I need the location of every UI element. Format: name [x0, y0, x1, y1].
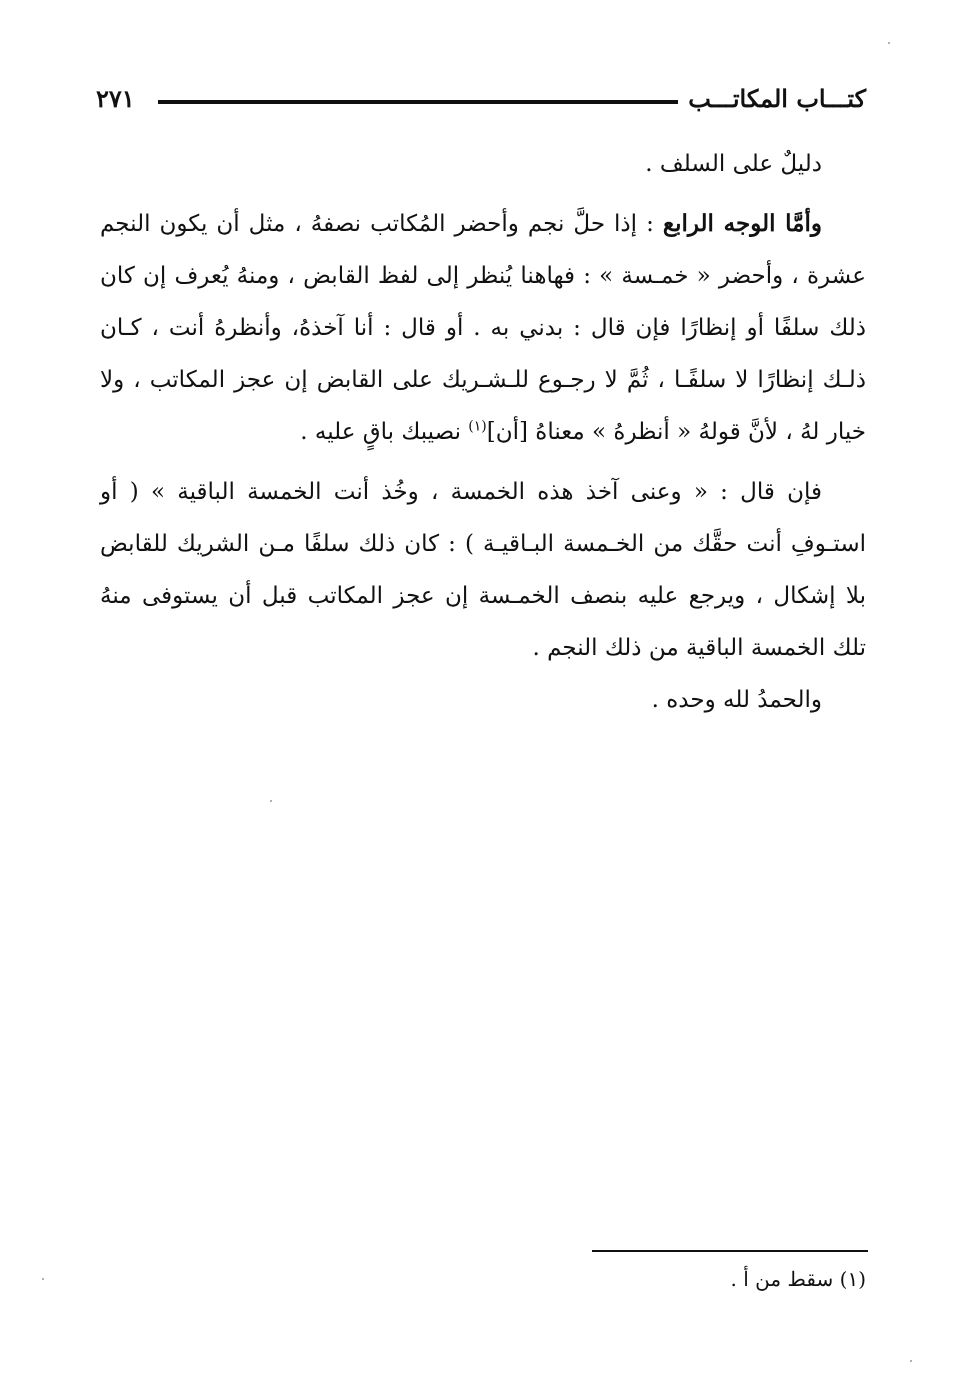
paragraph-2-lead: وأمَّا الوجه الرابع: [662, 210, 823, 237]
main-text: [100, 138, 866, 726]
footnote-marker[interactable]: (١): [468, 418, 487, 435]
scan-speck: [270, 800, 272, 802]
footnote: [730, 1264, 866, 1294]
paragraph-1: [100, 138, 866, 190]
header-title: كتـــاب المكاتـــب: [688, 84, 866, 113]
paragraph-3-text: فإن قال : « وعنى آخذ هذه الخمسة ، وخُذ أنت الخمسة الباقية » ( أو استـوفِ أنت حقَّك من الخـمسة البـاقيـة ) : كان ذلك سلفًا مـن الشريك للقابض بلا إشكال ، ويرجع عليه بنصف الخمـسة إن عجز المكاتب قبل أن يستوفى منهُ تلك الخمسة الباقية من ذلك النجم .: [100, 479, 866, 661]
scan-speck: [42, 1278, 44, 1280]
footnote-text: (١) سقط من أ .: [730, 1267, 866, 1291]
scan-speck: [888, 42, 890, 44]
paragraph-4-text: والحمدُ لله وحده .: [651, 687, 822, 713]
running-header: [96, 78, 866, 118]
paragraph-2-text: : إذا حلَّ نجم وأحضر المُكاتب نصفهُ ، مثل أن يكون النجم عشرة ، وأحضر « خمـسة » : فهاهنا يُنظر إلى لفظ القابض ، ومنهُ يُعرف إن كان ذلك سلفًا أو إنظارًا فإن قال : بدني به . أو قال : أنا آخذهُ، وأنظرهُ أنت ، كـان ذلـك إنظارًا لا سلفًـا ، ثُمَّ لا رجـوع للـشـريك على القابض إن عجز المكاتب ، ولا خيار لهُ ، لأنَّ قولهُ « أنظرهُ » معناهُ [أن]: [100, 211, 866, 445]
scan-speck: [910, 1360, 912, 1362]
page-number: ٢٧١: [96, 84, 135, 113]
paragraph-2-tail: نصيبك باقٍ عليه .: [300, 419, 469, 445]
paragraph-2: [100, 198, 866, 458]
footnote-rule: [592, 1250, 868, 1252]
paragraph-3: [100, 466, 866, 674]
header-rule: [158, 100, 678, 104]
paragraph-4: [100, 674, 866, 726]
paragraph-1-text: دليلٌ على السلف .: [645, 151, 822, 177]
